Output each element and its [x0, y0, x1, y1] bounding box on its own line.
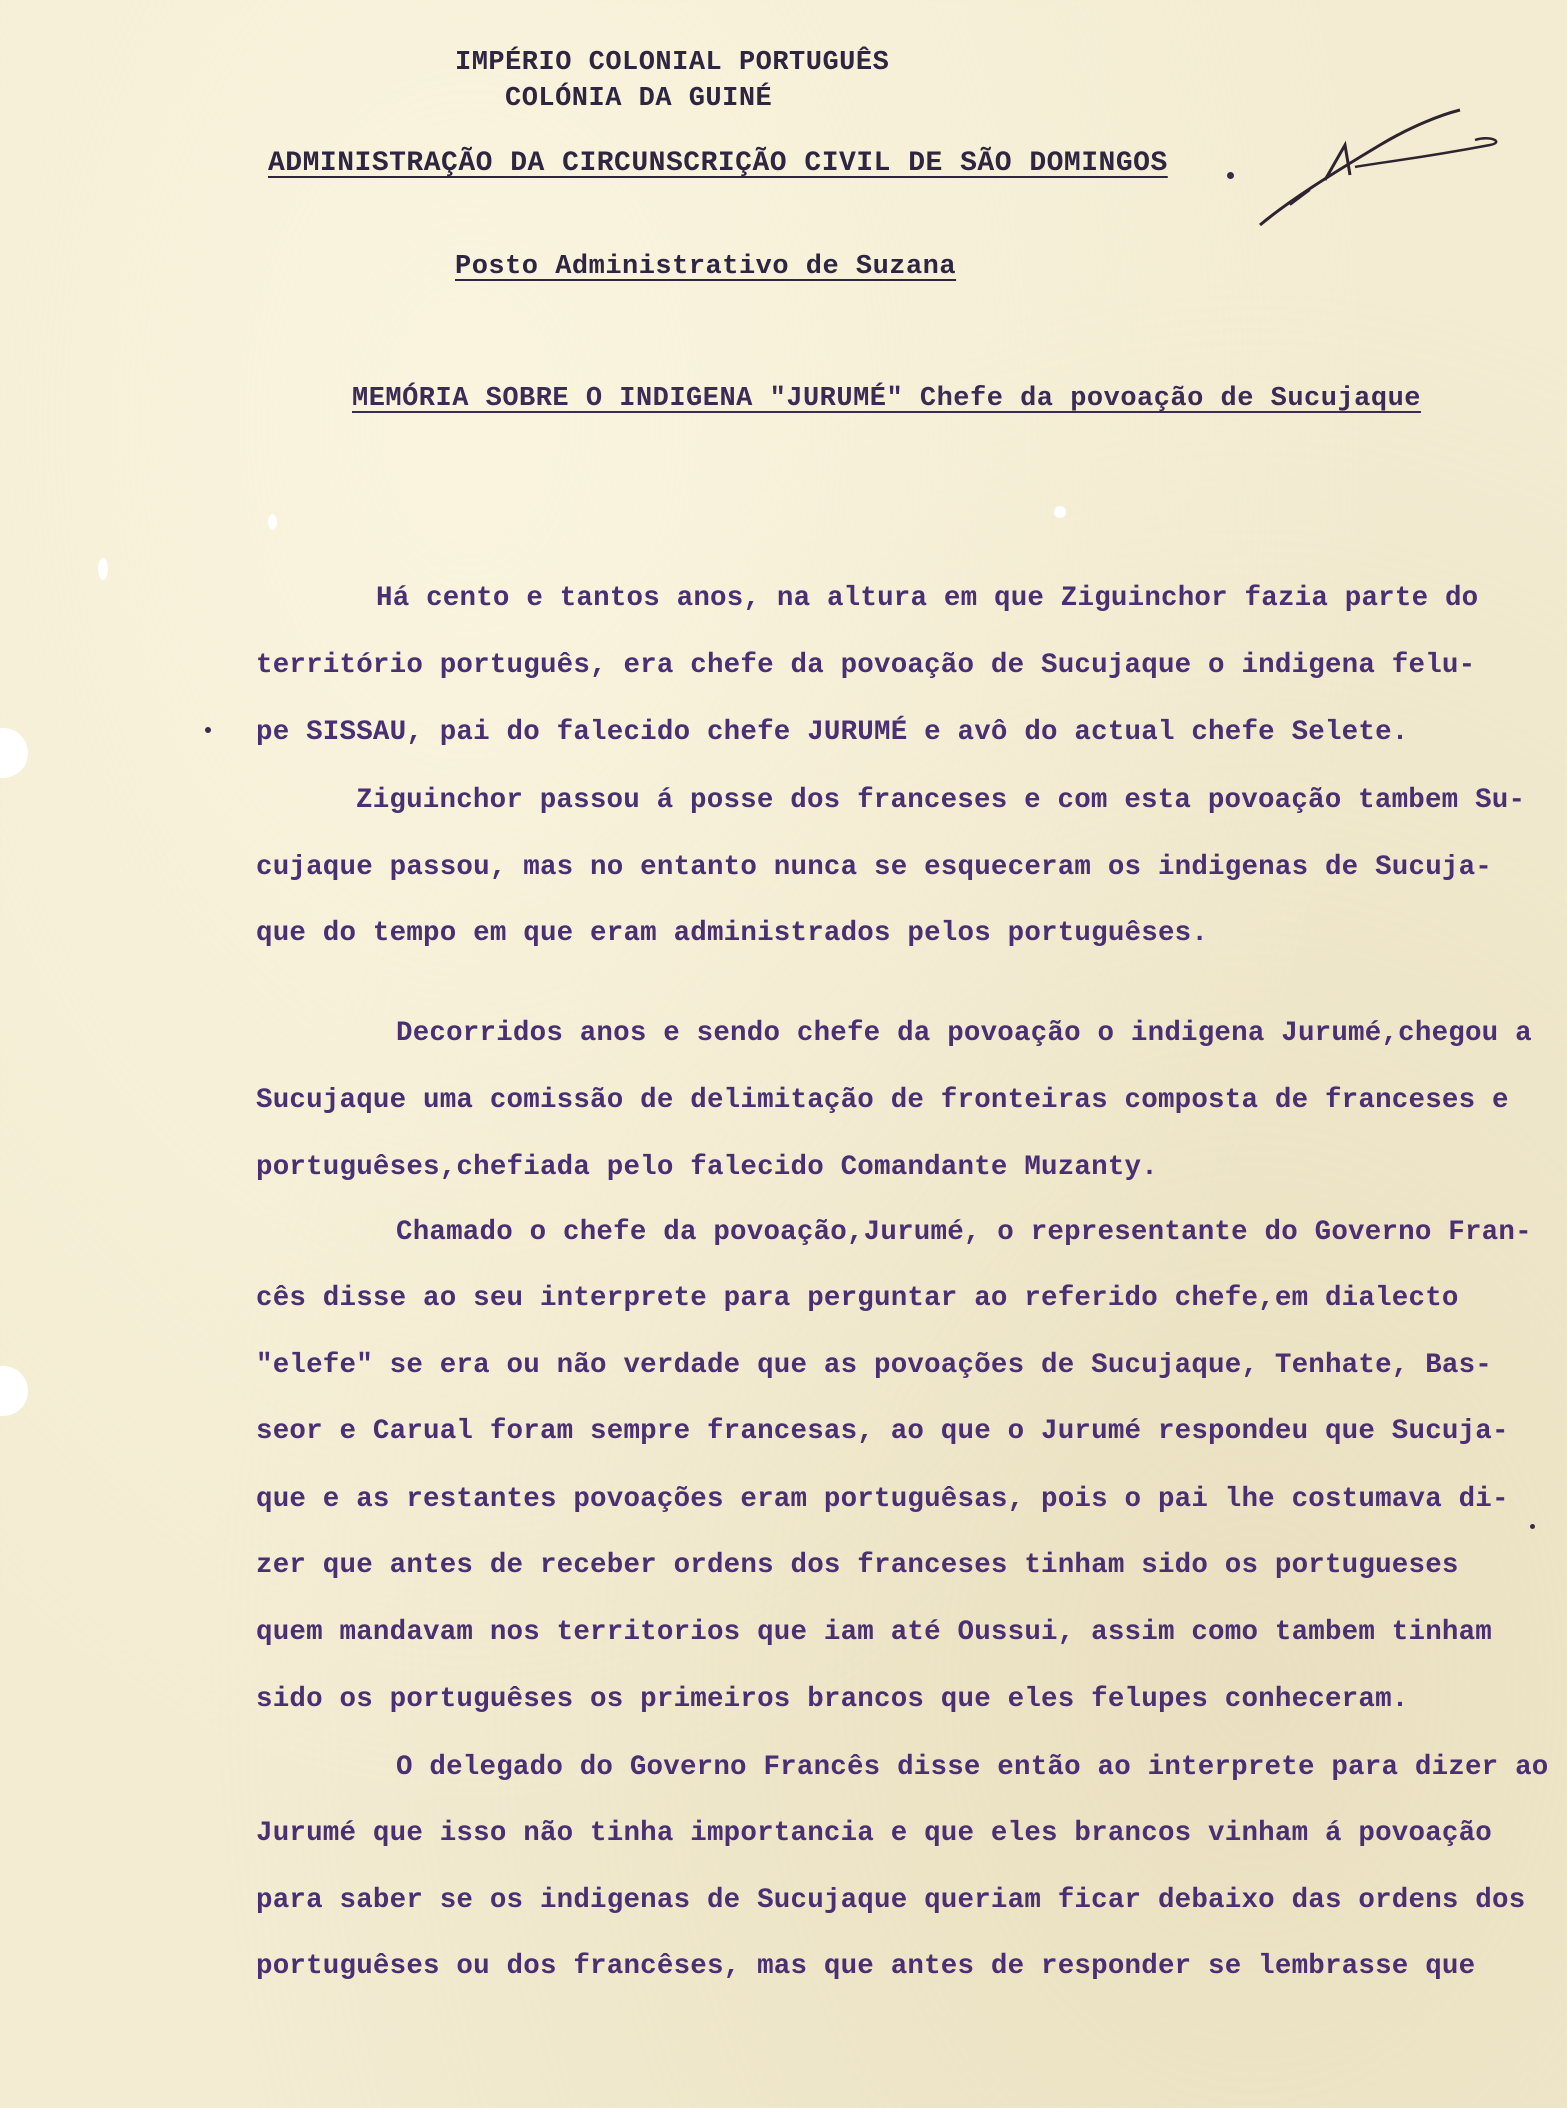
paper-speck — [268, 514, 277, 530]
header-colony: COLÓNIA DA GUINÉ — [505, 84, 773, 114]
paragraph-line: cujaque passou, mas no entanto nunca se esqueceram os indigenas de Sucuja- — [256, 852, 1492, 883]
paper-speck — [98, 558, 108, 580]
paper-speck — [1054, 506, 1066, 518]
paragraph-line: território português, era chefe da povoação de Sucujaque o indigena felu- — [256, 650, 1476, 681]
paragraph-line: Sucujaque uma comissão de delimitação de fronteiras composta de franceses e — [256, 1085, 1509, 1116]
header-empire: IMPÉRIO COLONIAL PORTUGUÊS — [455, 48, 890, 78]
paragraph-line: seor e Carual foram sempre francesas, ao que o Jurumé respondeu que Sucuja- — [256, 1416, 1509, 1447]
paragraph-line: "elefe" se era ou não verdade que as povoações de Sucujaque, Tenhate, Bas- — [256, 1350, 1492, 1381]
ink-dot — [1530, 1524, 1535, 1529]
paragraph-line: sido os portuguêses os primeiros brancos que eles felupes conheceram. — [256, 1684, 1409, 1715]
punch-hole — [0, 1366, 28, 1416]
paragraph-line: quem mandavam nos territorios que iam até Oussui, assim como tambem tinham — [256, 1617, 1492, 1648]
ink-dot — [1227, 172, 1234, 179]
punch-hole — [0, 728, 28, 778]
paragraph-line: Chamado o chefe da povoação,Jurumé, o representante do Governo Fran- — [396, 1217, 1532, 1248]
paragraph-line: Há cento e tantos anos, na altura em que Ziguinchor fazia parte do — [376, 583, 1479, 614]
paragraph-line: O delegado do Governo Francês disse então ao interprete para dizer ao — [396, 1752, 1549, 1783]
paragraph-line: para saber se os indigenas de Sucujaque queriam ficar debaixo das ordens dos — [256, 1885, 1526, 1916]
signature-mark — [1250, 105, 1510, 235]
paragraph-line: que do tempo em que eram administrados pelos portuguêses. — [256, 918, 1209, 949]
paragraph-line: que e as restantes povoações eram portuguêsas, pois o pai lhe costumava di- — [256, 1484, 1509, 1515]
paragraph-line: pe SISSAU, pai do falecido chefe JURUMÉ e avô do actual chefe Selete. — [256, 717, 1409, 748]
paragraph-line: portuguêses ou dos francêses, mas que antes de responder se lembrasse que — [256, 1951, 1476, 1982]
document-title: MEMÓRIA SOBRE O INDIGENA "JURUMÉ" Chefe da povoação de Sucujaque — [352, 384, 1421, 414]
paragraph-line: portuguêses,chefiada pelo falecido Comandante Muzanty. — [256, 1152, 1158, 1183]
ink-dot — [205, 727, 211, 733]
header-post: Posto Administrativo de Suzana — [455, 252, 957, 282]
paragraph-line: cês disse ao seu interprete para perguntar ao referido chefe,em dialecto — [256, 1283, 1459, 1314]
paragraph-line: zer que antes de receber ordens dos franceses tinham sido os portugueses — [256, 1550, 1459, 1581]
header-administration: ADMINISTRAÇÃO DA CIRCUNSCRIÇÃO CIVIL DE SÃO DOMINGOS — [268, 148, 1168, 179]
paragraph-line: Ziguinchor passou á posse dos franceses e com esta povoação tambem Su- — [356, 785, 1526, 816]
paragraph-line: Decorridos anos e sendo chefe da povoação o indigena Jurumé,chegou a — [396, 1018, 1532, 1049]
paragraph-line: Jurumé que isso não tinha importancia e que eles brancos vinham á povoação — [256, 1818, 1492, 1849]
